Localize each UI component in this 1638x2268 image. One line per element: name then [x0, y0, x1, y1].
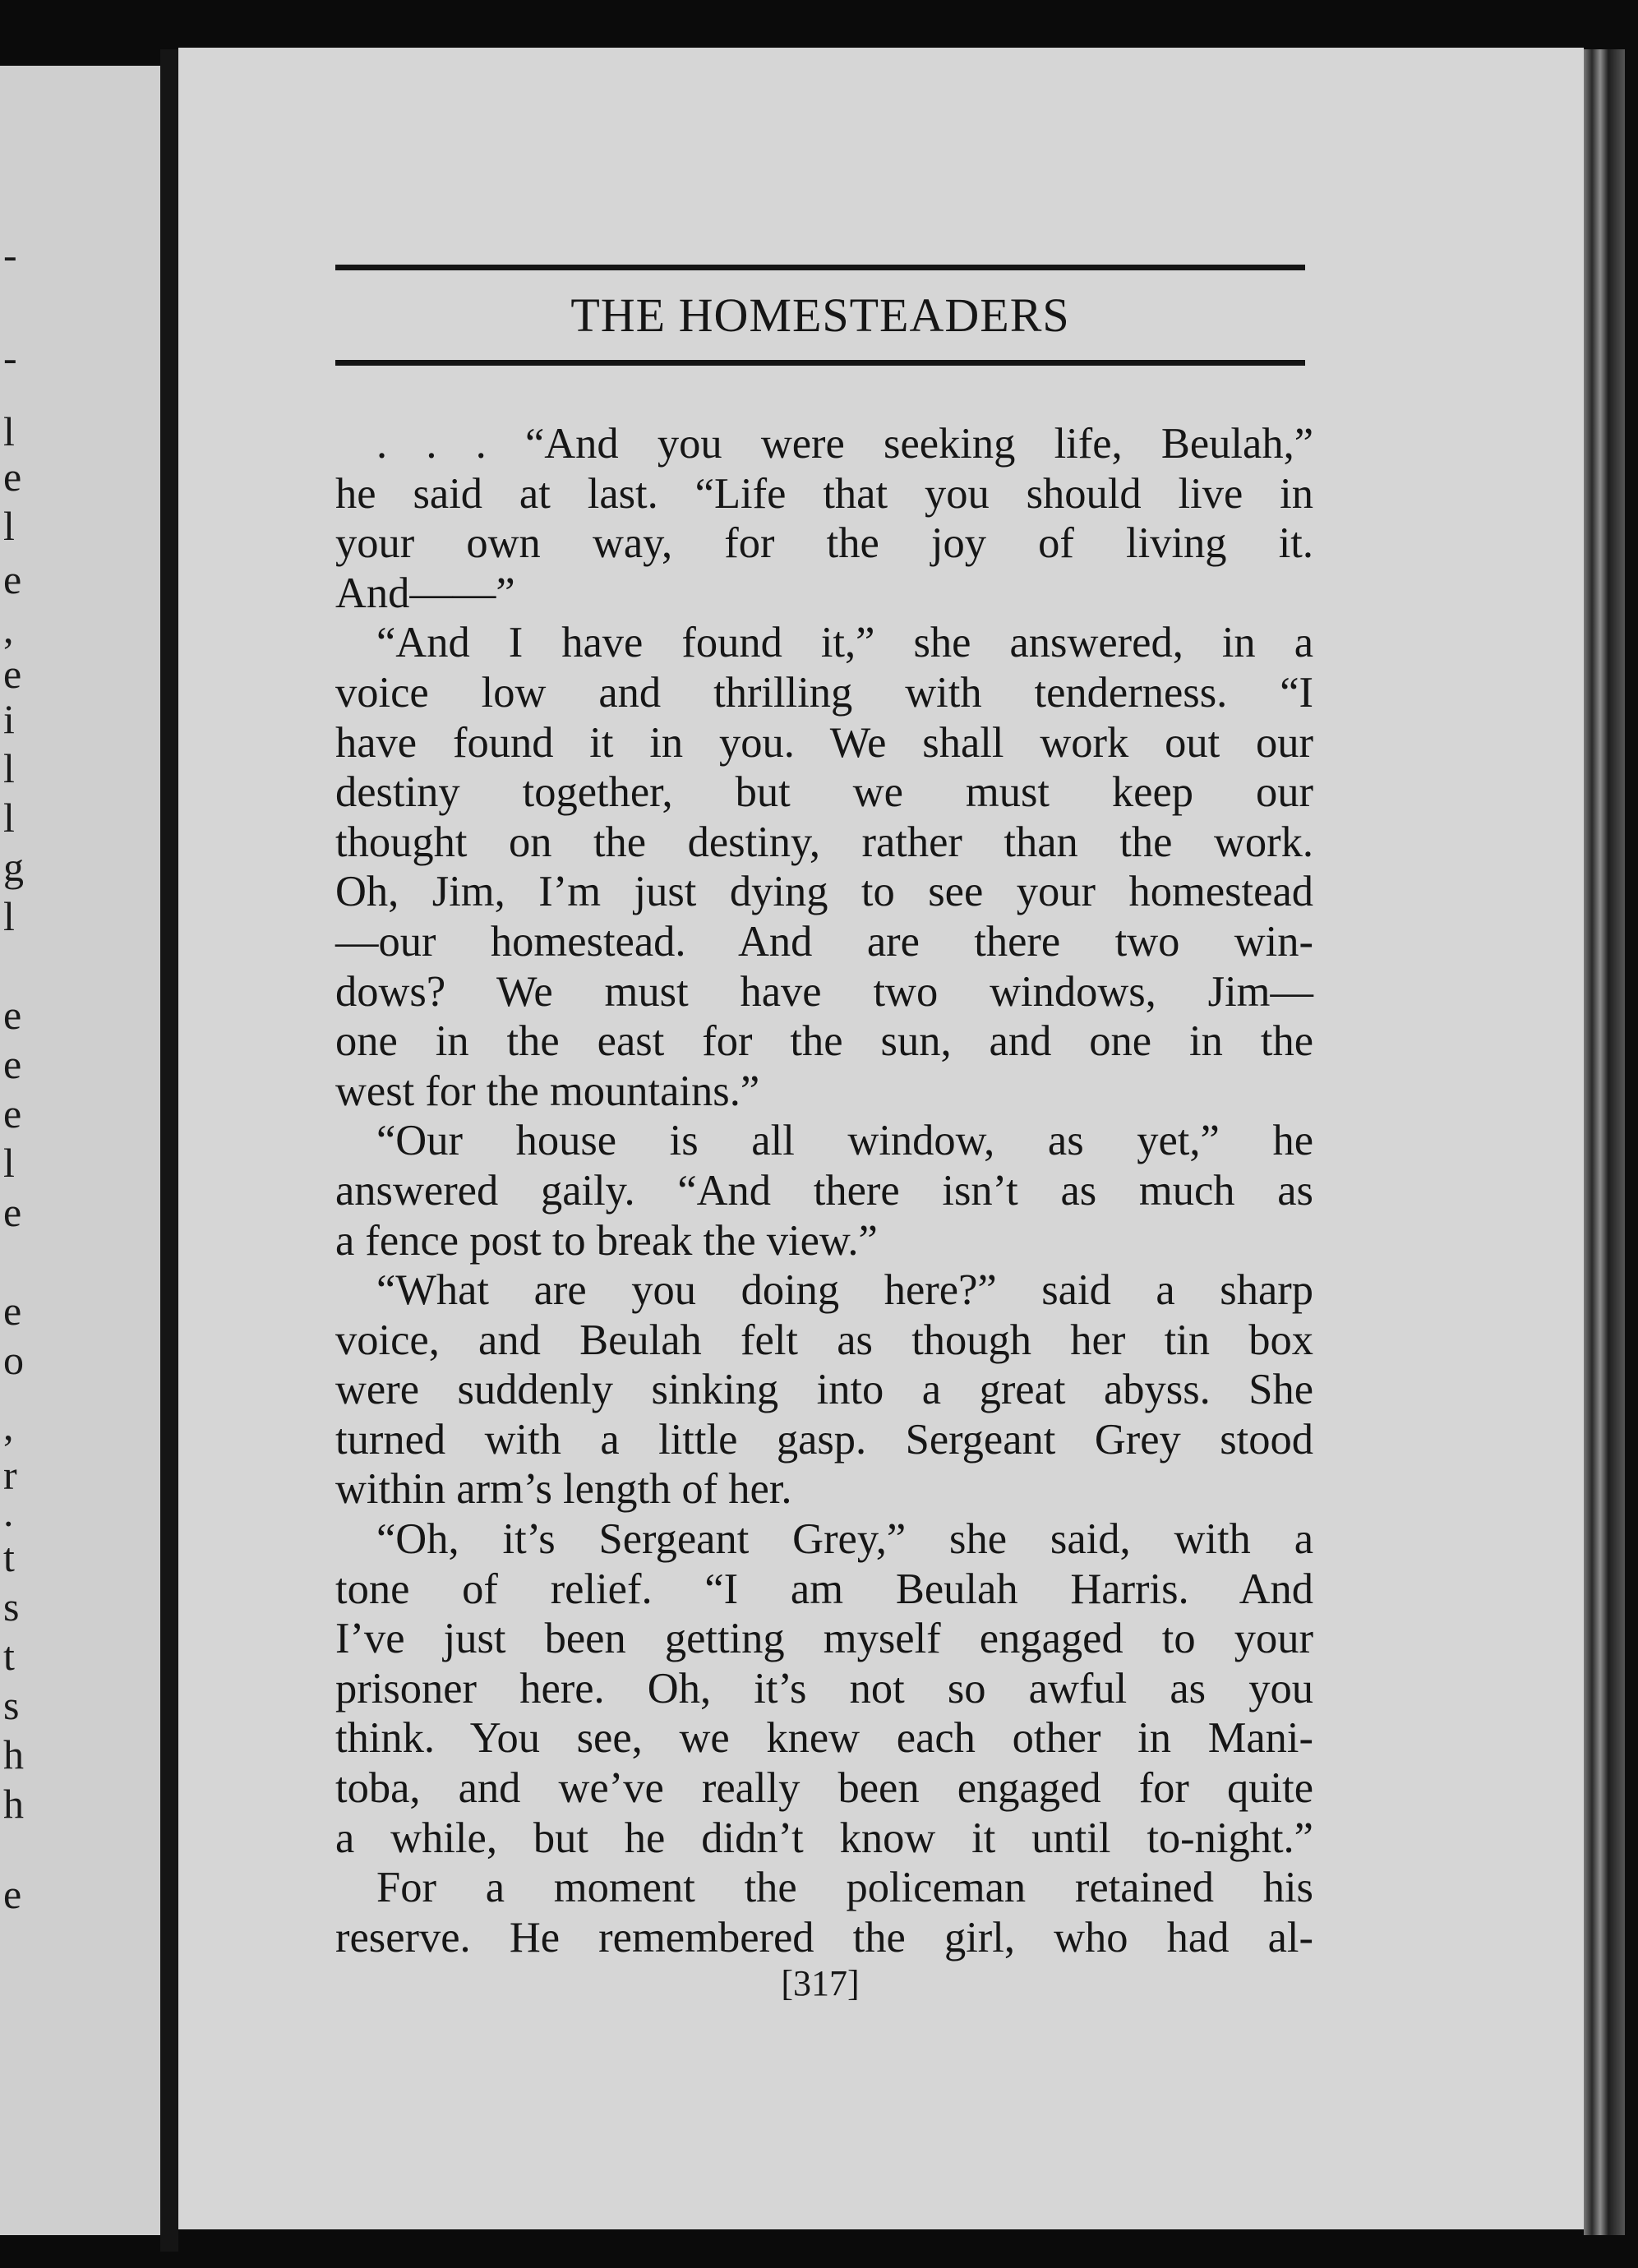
text-line: destiny together, but we must keep our	[335, 768, 1313, 817]
left-page-fragment: l	[3, 408, 15, 454]
left-page-fragment: l	[3, 745, 15, 791]
left-page-edge	[0, 66, 160, 2235]
text-line: a while, but he didn’t know it until to-night.”	[335, 1814, 1313, 1862]
text-line: “And I have found it,” she answered, in a	[376, 619, 1313, 667]
left-page-fragment: e	[3, 1041, 22, 1087]
text-line: your own way, for the joy of living it.	[335, 519, 1313, 568]
text-line: answered gaily. “And there isn’t as much as	[335, 1166, 1313, 1215]
left-page-fragment: t	[3, 1534, 15, 1580]
left-page-fragment: s	[3, 1682, 20, 1728]
left-page-fragment: ,	[3, 1403, 14, 1449]
left-page-fragment: t	[3, 1633, 15, 1679]
left-page-fragment: g	[3, 844, 24, 890]
text-line: he said at last. “Life that you should live in	[335, 469, 1313, 518]
body-text	[335, 419, 1313, 1962]
left-page-fragment: l	[3, 795, 15, 841]
left-page-fragment: l	[3, 1140, 15, 1186]
left-page-fragment: ,	[3, 606, 14, 652]
left-page-fragment: e	[3, 454, 22, 500]
left-page-fragment: e	[3, 1871, 22, 1917]
left-page-fragment: l	[3, 893, 15, 939]
left-page-fragment: e	[3, 556, 22, 602]
text-line: . . . “And you were seeking life, Beulah,”	[376, 420, 1313, 468]
text-line: —our homestead. And are there two win-	[335, 917, 1313, 966]
page-edge-shadow	[1584, 49, 1625, 2235]
left-page-fragment: -	[3, 334, 17, 380]
text-line: within arm’s length of her.	[335, 1465, 792, 1514]
left-page-fragment: o	[3, 1337, 24, 1383]
text-line: dows? We must have two windows, Jim—	[335, 967, 1313, 1016]
text-line: prisoner here. Oh, it’s not so awful as you	[335, 1664, 1313, 1713]
text-line: Oh, Jim, I’m just dying to see your homestead	[335, 868, 1313, 916]
left-page-fragment: r	[3, 1452, 17, 1498]
text-line: reserve. He remembered the girl, who had al-	[335, 1913, 1313, 1961]
text-line: a fence post to break the view.”	[335, 1216, 878, 1265]
text-line: toba, and we’ve really been engaged for quite	[335, 1764, 1313, 1813]
left-page-fragment: l	[3, 503, 15, 549]
text-line: think. You see, we knew each other in Mani-	[335, 1714, 1313, 1763]
left-page-fragment: e	[3, 1189, 22, 1235]
running-head: THE HOMESTEADERS	[570, 288, 1070, 342]
text-line: thought on the destiny, rather than the work.	[335, 818, 1313, 866]
left-page-fragment: h	[3, 1781, 24, 1827]
text-line: have found it in you. We shall work out our	[335, 718, 1313, 767]
text-line: tone of relief. “I am Beulah Harris. And	[335, 1565, 1313, 1613]
text-line: I’ve just been getting myself engaged to your	[335, 1615, 1313, 1663]
text-line: For a moment the policeman retained his	[376, 1864, 1313, 1912]
text-line: And——”	[335, 569, 515, 617]
left-page-fragment: s	[3, 1583, 20, 1630]
text-line: “Oh, it’s Sergeant Grey,” she said, with a	[376, 1515, 1313, 1564]
text-line: “What are you doing here?” said a sharp	[376, 1266, 1313, 1315]
header-rule-bottom	[335, 360, 1305, 366]
left-page-fragment: -	[3, 232, 17, 278]
text-line: voice, and Beulah felt as though her tin box	[335, 1316, 1313, 1364]
text-line: were suddenly sinking into a great abyss. She	[335, 1366, 1313, 1414]
page-number: [317]	[781, 1963, 860, 2003]
left-page-fragment: .	[3, 1489, 14, 1535]
text-line: turned with a little gasp. Sergeant Grey stood	[335, 1415, 1313, 1464]
text-line: one in the east for the sun, and one in the	[335, 1017, 1313, 1066]
left-page-fragment: h	[3, 1731, 24, 1777]
book-gutter	[160, 49, 178, 2252]
left-page-fragment: e	[3, 651, 22, 697]
text-line: voice low and thrilling with tenderness. “I	[335, 668, 1313, 717]
left-page-fragment: i	[3, 696, 15, 742]
header-rule-top	[335, 265, 1305, 270]
left-page-fragment: e	[3, 992, 22, 1038]
text-line: “Our house is all window, as yet,” he	[376, 1117, 1313, 1165]
text-line: west for the mountains.”	[335, 1067, 760, 1115]
left-page-fragment: e	[3, 1090, 22, 1136]
left-page-fragment: e	[3, 1288, 22, 1334]
